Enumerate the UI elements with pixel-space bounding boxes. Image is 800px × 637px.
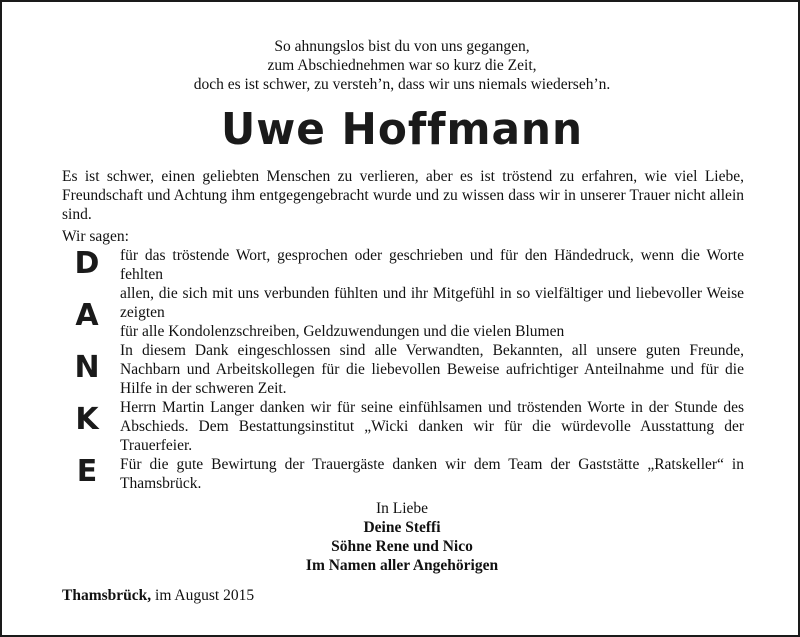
signature-line: Deine Steffi [363,519,441,536]
signature-line: Söhne Rene und Nico [331,538,473,555]
thanks-item: für alle Kondolenzschreiben, Geldzuwendungen und die vielen Blumen [120,323,565,340]
poem [2,37,800,94]
thanks-item: Herrn Martin Langer danken wir für seine einfühlsamen und tröstenden Worte in der Stunde des Abschieds. Dem Bestattungsinstitut „Wicki danken wir für die würdevolle Ausstattung der Trauerfeier. [120,399,744,454]
thanks-item: In diesem Dank eingeschlossen sind alle Verwandten, Bekannten, all unsere guten Freunde, Nachbarn und Arbeitskollegen für die liebevollen Beweise aufrichtiger Anteilnahme und für die Hilfe in der schweren Zeit. [120,342,744,397]
thanks-item: Für die gute Bewirtung der Trauergäste danken wir dem Team der Gaststätte „Ratskeller“ in Thamsbrück. [120,456,744,492]
deceased-name: Uwe Hoffmann [221,104,583,155]
thanks-item: allen, die sich mit uns verbunden fühlten und ihr Mitgefühl in so vielfältiger und liebevoller Weise zeigten [120,285,744,321]
danke-letter: K [75,402,99,437]
in-liebe: In Liebe [375,500,429,517]
thanks-list [120,246,744,493]
intro-paragraph: Es ist schwer, einen geliebten Menschen zu verlieren, aber es ist tröstend zu erfahren, wie viel Liebe, Freundschaft und Achtung ihm entgegengebracht wurde und zu wissen dass wir in unserer Trauer nicht allein sind. [62,168,744,223]
closing-signature [2,499,800,575]
date: im August 2015 [151,587,255,604]
poem-line: zum Abschiednehmen war so kurz die Zeit, [267,57,537,74]
danke-letter: E [76,454,98,489]
poem-line: So ahnungslos bist du von uns gegangen, [274,38,530,55]
place-date [62,587,254,605]
place: Thamsbrück, [62,587,152,604]
thanks-item: für das tröstende Wort, gesprochen oder geschrieben und für den Händedruck, wenn die Worte fehlten [120,247,744,283]
signature-line: Im Namen aller Angehörigen [305,557,499,574]
danke-column [62,247,112,492]
wir-sagen-label: Wir sagen: [62,228,129,245]
danke-letter: D [74,246,100,281]
danke-letter: A [75,298,99,333]
poem-line: doch es ist schwer, zu versteh’n, dass wir uns niemals wiederseh’n. [193,76,611,93]
danke-letter: N [74,350,100,385]
